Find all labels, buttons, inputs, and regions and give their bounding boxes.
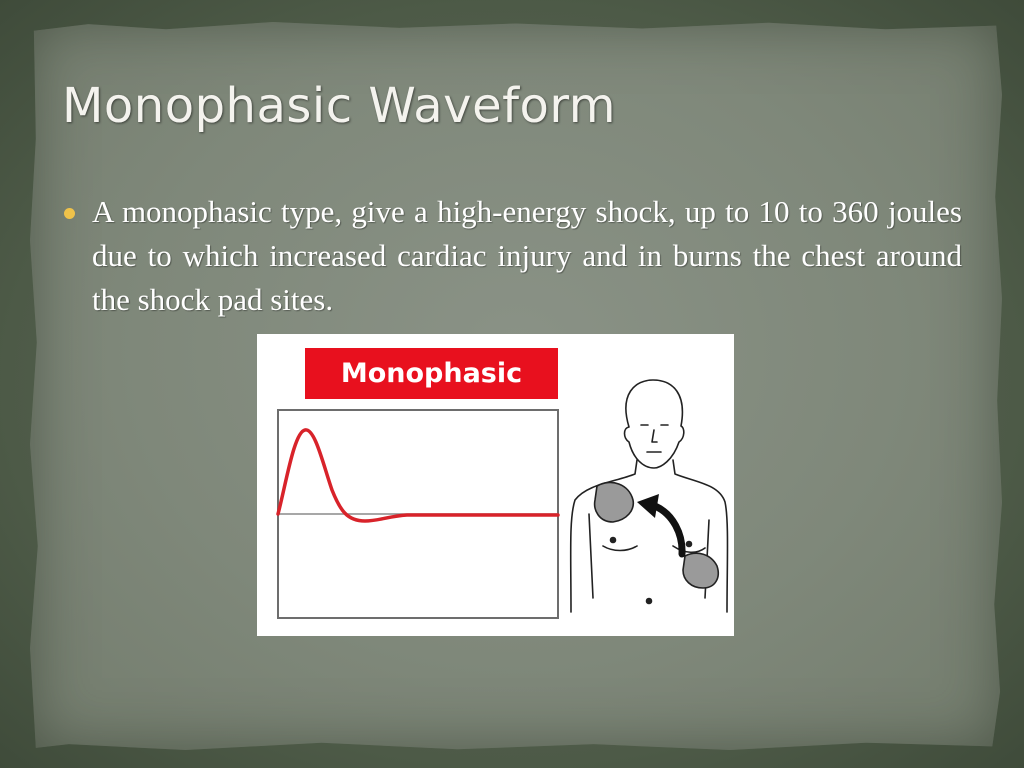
navel — [647, 599, 652, 604]
bullet-dot-icon — [64, 208, 75, 219]
bullet-item — [62, 190, 962, 322]
left-nipple — [611, 538, 616, 543]
face-features — [641, 425, 668, 452]
torso-with-shock-pads — [571, 380, 728, 612]
bullet-text: A monophasic type, give a high-energy shock, up to 10 to 360 joules due to which increased cardiac injury and in burns the chest around the shock pad sites. — [92, 194, 962, 317]
upper-shock-pad — [595, 482, 634, 522]
right-nipple — [687, 542, 692, 547]
slide-title: Monophasic Waveform — [62, 78, 617, 134]
waveform-graph — [278, 410, 558, 618]
current-arrow-icon — [637, 494, 682, 554]
lower-shock-pad — [683, 553, 718, 588]
monophasic-figure — [257, 334, 734, 636]
figure-drawing — [257, 334, 734, 636]
figure-label: Monophasic — [340, 358, 523, 389]
monophasic-waveform-line — [278, 430, 558, 521]
head-outline — [625, 380, 684, 468]
